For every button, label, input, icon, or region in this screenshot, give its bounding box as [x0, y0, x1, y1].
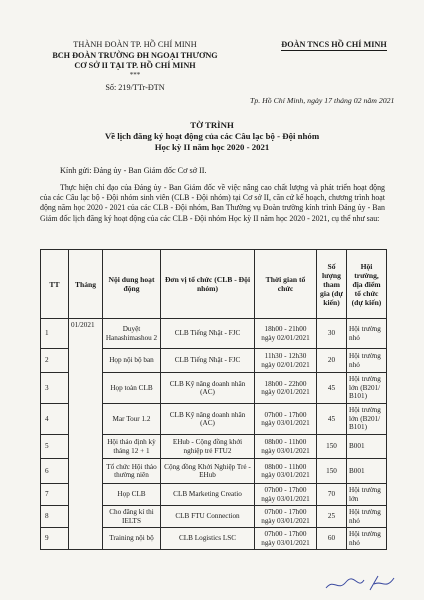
- cell-count: 25: [317, 506, 347, 528]
- cell-content: Training nội bộ: [103, 528, 161, 550]
- cell-month: 01/2021: [69, 319, 103, 550]
- time-range: 18h00 - 22h00: [264, 379, 307, 388]
- cell-time: [255, 404, 317, 435]
- time-date: ngày 03/01/2021: [261, 538, 310, 547]
- time-date: ngày 02/01/2021: [261, 388, 310, 396]
- table-row: [41, 319, 387, 349]
- time-range: 07h00 - 17h00: [264, 410, 307, 419]
- cell-place: Hội trường lớn: [347, 484, 387, 506]
- header-content: Nội dung hoạt động: [103, 250, 161, 319]
- cell-unit: CLB Kỹ năng doanh nhân (AC): [161, 373, 255, 404]
- cell-unit: CLB Kỹ năng doanh nhân (AC): [161, 404, 255, 435]
- cell-content: Cho đăng kí thi IELTS: [103, 506, 161, 528]
- time-range: 07h00 - 17h00: [264, 530, 307, 539]
- cell-time: [255, 459, 317, 484]
- cell-time: [255, 319, 317, 349]
- cell-content: Hội thảo định kỳ tháng 12 + 1: [103, 435, 161, 459]
- time-date: ngày 02/01/2021: [261, 333, 310, 342]
- cell-count: 45: [317, 373, 347, 404]
- table-header-row: [41, 250, 387, 319]
- time-date: ngày 02/01/2021: [261, 360, 310, 369]
- cell-time: [255, 435, 317, 459]
- time-range: 07h00 - 17h00: [264, 508, 307, 517]
- stars-divider: ***: [129, 70, 141, 79]
- body-paragraph: Thực hiện chỉ đạo của Đảng ủy - Ban Giám đốc về việc nâng cao chất lượng và phát triển hoạt động của các Câu lạc bộ - Đội nhóm sinh viên (CLB - Đội nhóm) tại Cơ sở II, căn cứ kế hoạch, chương trình hoạt động năm học 2020 - 2021 của các CLB - Đội nhóm, Ban Thường vụ Đoàn trường kính trình Đảng ủy - Ban Giám đốc lịch đăng ký hoạt động của các CLB - Đội nhóm Học kỳ II năm học 2020 - 2021, cụ thể như sau:: [40, 183, 385, 223]
- cell-tt: 3: [41, 373, 69, 404]
- time-date: ngày 03/01/2021: [261, 419, 310, 427]
- union-name: ĐOÀN TNCS HỒ CHÍ MINH: [281, 40, 387, 49]
- header-time: Thời gian tổ chức: [255, 250, 317, 319]
- cell-place: B001: [347, 435, 387, 459]
- cell-content: Họp CLB: [103, 484, 161, 506]
- cell-content: Tổ chức Hội thảo thường niên: [103, 459, 161, 484]
- cell-unit: EHub - Cộng đồng khởi nghiệp trẻ FTU2: [161, 435, 255, 459]
- schedule-table: [40, 249, 387, 550]
- cell-tt: 8: [41, 506, 69, 528]
- header-place: Hội trường, địa điểm tổ chức (dự kiến): [347, 250, 387, 319]
- union-block: [264, 40, 404, 51]
- cell-unit: CLB FTU Connection: [161, 506, 255, 528]
- time-date: ngày 03/01/2021: [261, 471, 310, 479]
- cell-time: [255, 506, 317, 528]
- cell-count: 20: [317, 349, 347, 373]
- title-line-2: Về lịch đăng ký hoạt động của các Câu lạc bộ - Đội nhóm: [104, 131, 320, 141]
- cell-unit: CLB Marketing Creatio: [161, 484, 255, 506]
- doc-number: Số: 219/TTr-ĐTN: [105, 82, 165, 92]
- doc-title: [40, 120, 384, 153]
- cell-count: 30: [317, 319, 347, 349]
- cell-tt: 4: [41, 404, 69, 435]
- cell-count: 150: [317, 435, 347, 459]
- time-date: ngày 03/01/2021: [261, 516, 310, 525]
- cell-content: Duyệt Hanashimashou 2: [103, 319, 161, 349]
- cell-tt: 9: [41, 528, 69, 550]
- recipient-line: Kính gửi: Đảng ủy - Ban Giám đốc Cơ sở II.: [60, 166, 207, 175]
- doc-date: Tp. Hồ Chí Minh, ngày 17 tháng 02 năm 2021: [250, 96, 395, 105]
- cell-tt: 7: [41, 484, 69, 506]
- cell-content: Họp nội bộ ban: [103, 349, 161, 373]
- cell-count: 45: [317, 404, 347, 435]
- cell-time: [255, 484, 317, 506]
- time-range: 08h00 - 11h00: [264, 462, 307, 471]
- time-range: 11h30 - 12h30: [264, 352, 307, 361]
- cell-content: Mar Tour 1.2: [103, 404, 161, 435]
- cell-place: Hội trường nhỏ: [347, 349, 387, 373]
- cell-time: [255, 349, 317, 373]
- cell-count: 60: [317, 528, 347, 550]
- time-range: 08h00 - 11h00: [264, 438, 307, 447]
- cell-tt: 2: [41, 349, 69, 373]
- cell-place: B001: [347, 459, 387, 484]
- cell-time: [255, 528, 317, 550]
- cell-place: Hội trường nhỏ: [347, 528, 387, 550]
- cell-tt: 1: [41, 319, 69, 349]
- cell-unit: Cộng đồng Khởi Nghiệp Trẻ - EHub: [161, 459, 255, 484]
- header-month: Tháng: [69, 250, 103, 319]
- time-range: 18h00 - 21h00: [264, 325, 307, 334]
- cell-place: Hội trường nhỏ: [347, 506, 387, 528]
- cell-tt: 6: [41, 459, 69, 484]
- cell-place: Hội trường lớn (B201/ B101): [347, 404, 387, 435]
- title-line-1: TỜ TRÌNH: [190, 120, 234, 130]
- signature-mark: [320, 572, 400, 594]
- header-count: Số lượng tham gia (dự kiến): [317, 250, 347, 319]
- time-date: ngày 03/01/2021: [261, 494, 310, 503]
- cell-place: Hội trường lớn (B201/ B101): [347, 373, 387, 404]
- time-range: 07h00 - 17h00: [264, 486, 307, 495]
- org-line-2: BCH ĐOÀN TRƯỜNG ĐH NGOẠI THƯƠNG: [52, 50, 218, 60]
- org-line-1: THÀNH ĐOÀN TP. HỒ CHÍ MINH: [73, 40, 197, 49]
- table-body: [41, 319, 387, 550]
- org-line-3: CƠ SỞ II TẠI TP. HỒ CHÍ MINH: [74, 61, 196, 70]
- header-unit: Đơn vị tổ chức (CLB - Đội nhóm): [161, 250, 255, 319]
- cell-unit: CLB Logistics LSC: [161, 528, 255, 550]
- cell-content: Họp toàn CLB: [103, 373, 161, 404]
- cell-count: 70: [317, 484, 347, 506]
- cell-tt: 5: [41, 435, 69, 459]
- header-tt: TT: [41, 250, 69, 319]
- cell-time: [255, 373, 317, 404]
- title-line-3: Học kỳ II năm học 2020 - 2021: [154, 142, 270, 152]
- cell-unit: CLB Tiếng Nhật - FJC: [161, 349, 255, 373]
- cell-count: 150: [317, 459, 347, 484]
- time-date: ngày 03/01/2021: [261, 446, 310, 455]
- cell-place: Hội trường nhỏ: [347, 319, 387, 349]
- cell-unit: CLB Tiếng Nhật - FJC: [161, 319, 255, 349]
- issuer-block: [40, 40, 230, 93]
